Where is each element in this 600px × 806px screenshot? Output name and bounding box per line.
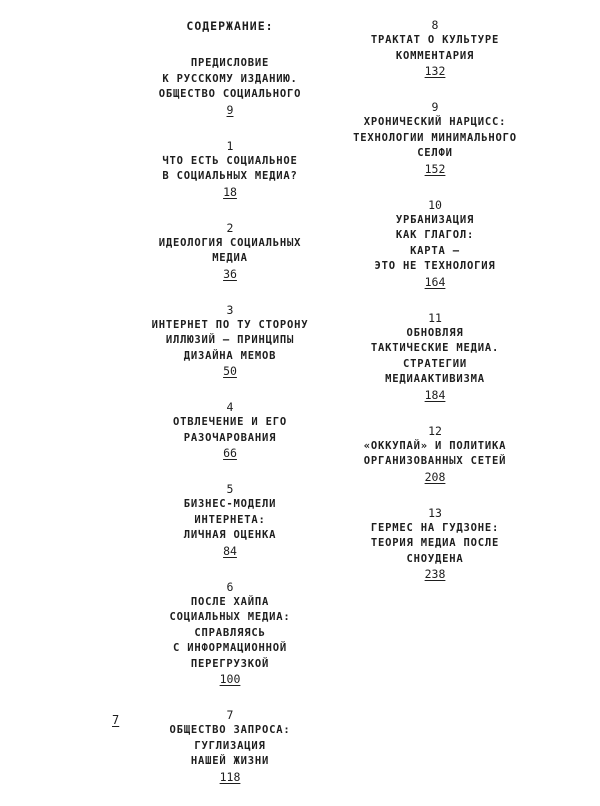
chapter-title-line: КАК ГЛАГОЛ: — [395, 229, 475, 241]
chapter-title-line: ОБЩЕСТВО СОЦИАЛЬНОГО — [158, 88, 302, 100]
chapter-title-line: КОММЕНТАРИЯ — [395, 49, 475, 62]
toc-entry — [150, 303, 310, 380]
chapter-title-line: ДИЗАЙНА МЕМОВ — [183, 349, 277, 362]
chapter-number: 13 — [428, 505, 442, 520]
chapter-page-link[interactable]: 132 — [424, 64, 446, 78]
toc-entry — [345, 18, 525, 79]
toc-left-column — [150, 18, 310, 806]
chapter-title-line: ПОСЛЕ ХАЙПА — [190, 595, 270, 608]
chapter-number: 12 — [428, 423, 442, 438]
chapter-title-line: СОЦИАЛЬНЫХ МЕДИА: — [169, 611, 291, 623]
chapter-title-line: СПРАВЛЯЯСЬ — [194, 626, 266, 639]
chapter-title-line: МЕДИААКТИВИЗМА — [385, 373, 485, 385]
chapter-title-line: ХРОНИЧЕСКИЙ НАРЦИСС: — [363, 116, 507, 128]
chapter-title-line: ТЕОРИЯ МЕДИА ПОСЛЕ — [370, 537, 500, 549]
chapter-number: 5 — [226, 482, 234, 496]
page-number: 7 — [112, 713, 120, 727]
chapter-title-line: ИНТЕРНЕТА: — [194, 513, 266, 526]
toc-entry — [345, 424, 525, 485]
chapter-title-line: С ИНФОРМАЦИОННОЙ — [173, 642, 287, 654]
toc-entry — [345, 100, 525, 177]
chapter-title-line: «ОККУПАЙ» И ПОЛИТИКА — [363, 439, 507, 452]
chapter-number: 3 — [226, 302, 234, 317]
chapter-title-line: ЧТО ЕСТЬ СОЦИАЛЬНОЕ — [162, 154, 298, 167]
chapter-title-line: НАШЕЙ ЖИЗНИ — [190, 755, 270, 767]
chapter-title-line: ИЛЛЮЗИЙ — ПРИНЦИПЫ — [165, 334, 295, 346]
chapter-number: 1 — [226, 138, 234, 153]
chapter-title-line: БИЗНЕС-МОДЕЛИ — [183, 498, 277, 510]
chapter-page-link[interactable]: 184 — [424, 387, 446, 402]
chapter-number: 2 — [226, 220, 234, 235]
chapter-title-line: ПРЕДИСЛОВИЕ — [190, 57, 270, 69]
toc-entry — [150, 400, 310, 461]
toc-right-column — [345, 18, 525, 603]
chapter-page-link[interactable]: 208 — [424, 469, 446, 484]
chapter-page-link[interactable]: 238 — [424, 567, 446, 581]
chapter-title-line: ТЕХНОЛОГИИ МИНИМАЛЬНОГО — [353, 131, 517, 144]
chapter-number: 6 — [226, 579, 234, 594]
chapter-number: 11 — [428, 310, 442, 325]
toc-entry — [345, 506, 525, 583]
chapter-page-link[interactable]: 9 — [226, 102, 234, 117]
chapter-page-link[interactable]: 50 — [223, 364, 237, 378]
toc-entry — [150, 482, 310, 559]
chapter-title-line: УРБАНИЗАЦИЯ — [395, 213, 475, 226]
chapter-title-line: В СОЦИАЛЬНЫХ МЕДИА? — [162, 170, 298, 182]
toc-entry — [150, 580, 310, 688]
chapter-title-line: РАЗОЧАРОВАНИЯ — [183, 431, 277, 444]
chapter-title-line: ТРАКТАТ О КУЛЬТУРЕ — [370, 34, 500, 46]
chapter-title-line: ТАКТИЧЕСКИЕ МЕДИА. — [370, 342, 500, 354]
chapter-page-link[interactable]: 84 — [223, 543, 237, 558]
chapter-page-link[interactable]: 18 — [223, 184, 237, 199]
chapter-title-line: СТРАТЕГИИ — [402, 357, 468, 370]
chapter-number: 7 — [226, 708, 234, 722]
chapter-title-line: ОБЩЕСТВО ЗАПРОСА: — [169, 724, 291, 736]
chapter-number: 4 — [226, 400, 234, 414]
toc-heading: СОДЕРЖАНИЕ: — [186, 19, 274, 33]
toc-entry — [150, 56, 310, 118]
chapter-page-link[interactable]: 164 — [424, 274, 446, 289]
chapter-page-link[interactable]: 152 — [424, 161, 446, 176]
toc-entry — [345, 198, 525, 290]
chapter-page-link[interactable]: 36 — [223, 266, 237, 281]
chapter-page-link[interactable]: 118 — [219, 769, 241, 784]
toc-entry — [150, 708, 310, 785]
chapter-title-line: ГУГЛИЗАЦИЯ — [194, 739, 266, 752]
chapter-title-line: ПЕРЕГРУЗКОЙ — [190, 657, 270, 670]
chapter-title-line: ОБНОВЛЯЯ — [406, 326, 464, 339]
chapter-title-line: ЛИЧНАЯ ОЦЕНКА — [183, 529, 277, 541]
chapter-page-link[interactable]: 66 — [223, 446, 237, 460]
chapter-title-line: МЕДИА — [212, 252, 248, 264]
chapter-title-line: ОРГАНИЗОВАННЫХ СЕТЕЙ — [363, 455, 507, 467]
toc-right-entries — [345, 18, 525, 582]
toc-left-entries — [150, 56, 310, 785]
toc-entry — [345, 311, 525, 403]
chapter-number: 8 — [431, 18, 439, 32]
toc-entry — [150, 139, 310, 200]
chapter-title-line: ЭТО НЕ ТЕХНОЛОГИЯ — [374, 260, 496, 272]
chapter-title-line: ИНТЕРНЕТ ПО ТУ СТОРОНУ — [151, 318, 309, 331]
chapter-number: 10 — [428, 197, 442, 212]
chapter-title-line: ОТВЛЕЧЕНИЕ И ЕГО — [173, 416, 287, 428]
toc-entry — [150, 221, 310, 282]
chapter-title-line: К РУССКОМУ ИЗДАНИЮ. — [162, 72, 298, 85]
chapter-title-line: КАРТА — — [410, 244, 460, 257]
chapter-page-link[interactable]: 100 — [219, 672, 241, 686]
chapter-number: 9 — [431, 100, 439, 114]
chapter-title-line: ГЕРМЕС НА ГУДЗОНЕ: — [370, 521, 500, 534]
chapter-title-line: СНОУДЕНА — [406, 552, 464, 565]
chapter-title-line: ИДЕОЛОГИЯ СОЦИАЛЬНЫХ — [158, 236, 302, 249]
chapter-title-line: СЕЛФИ — [417, 147, 453, 159]
